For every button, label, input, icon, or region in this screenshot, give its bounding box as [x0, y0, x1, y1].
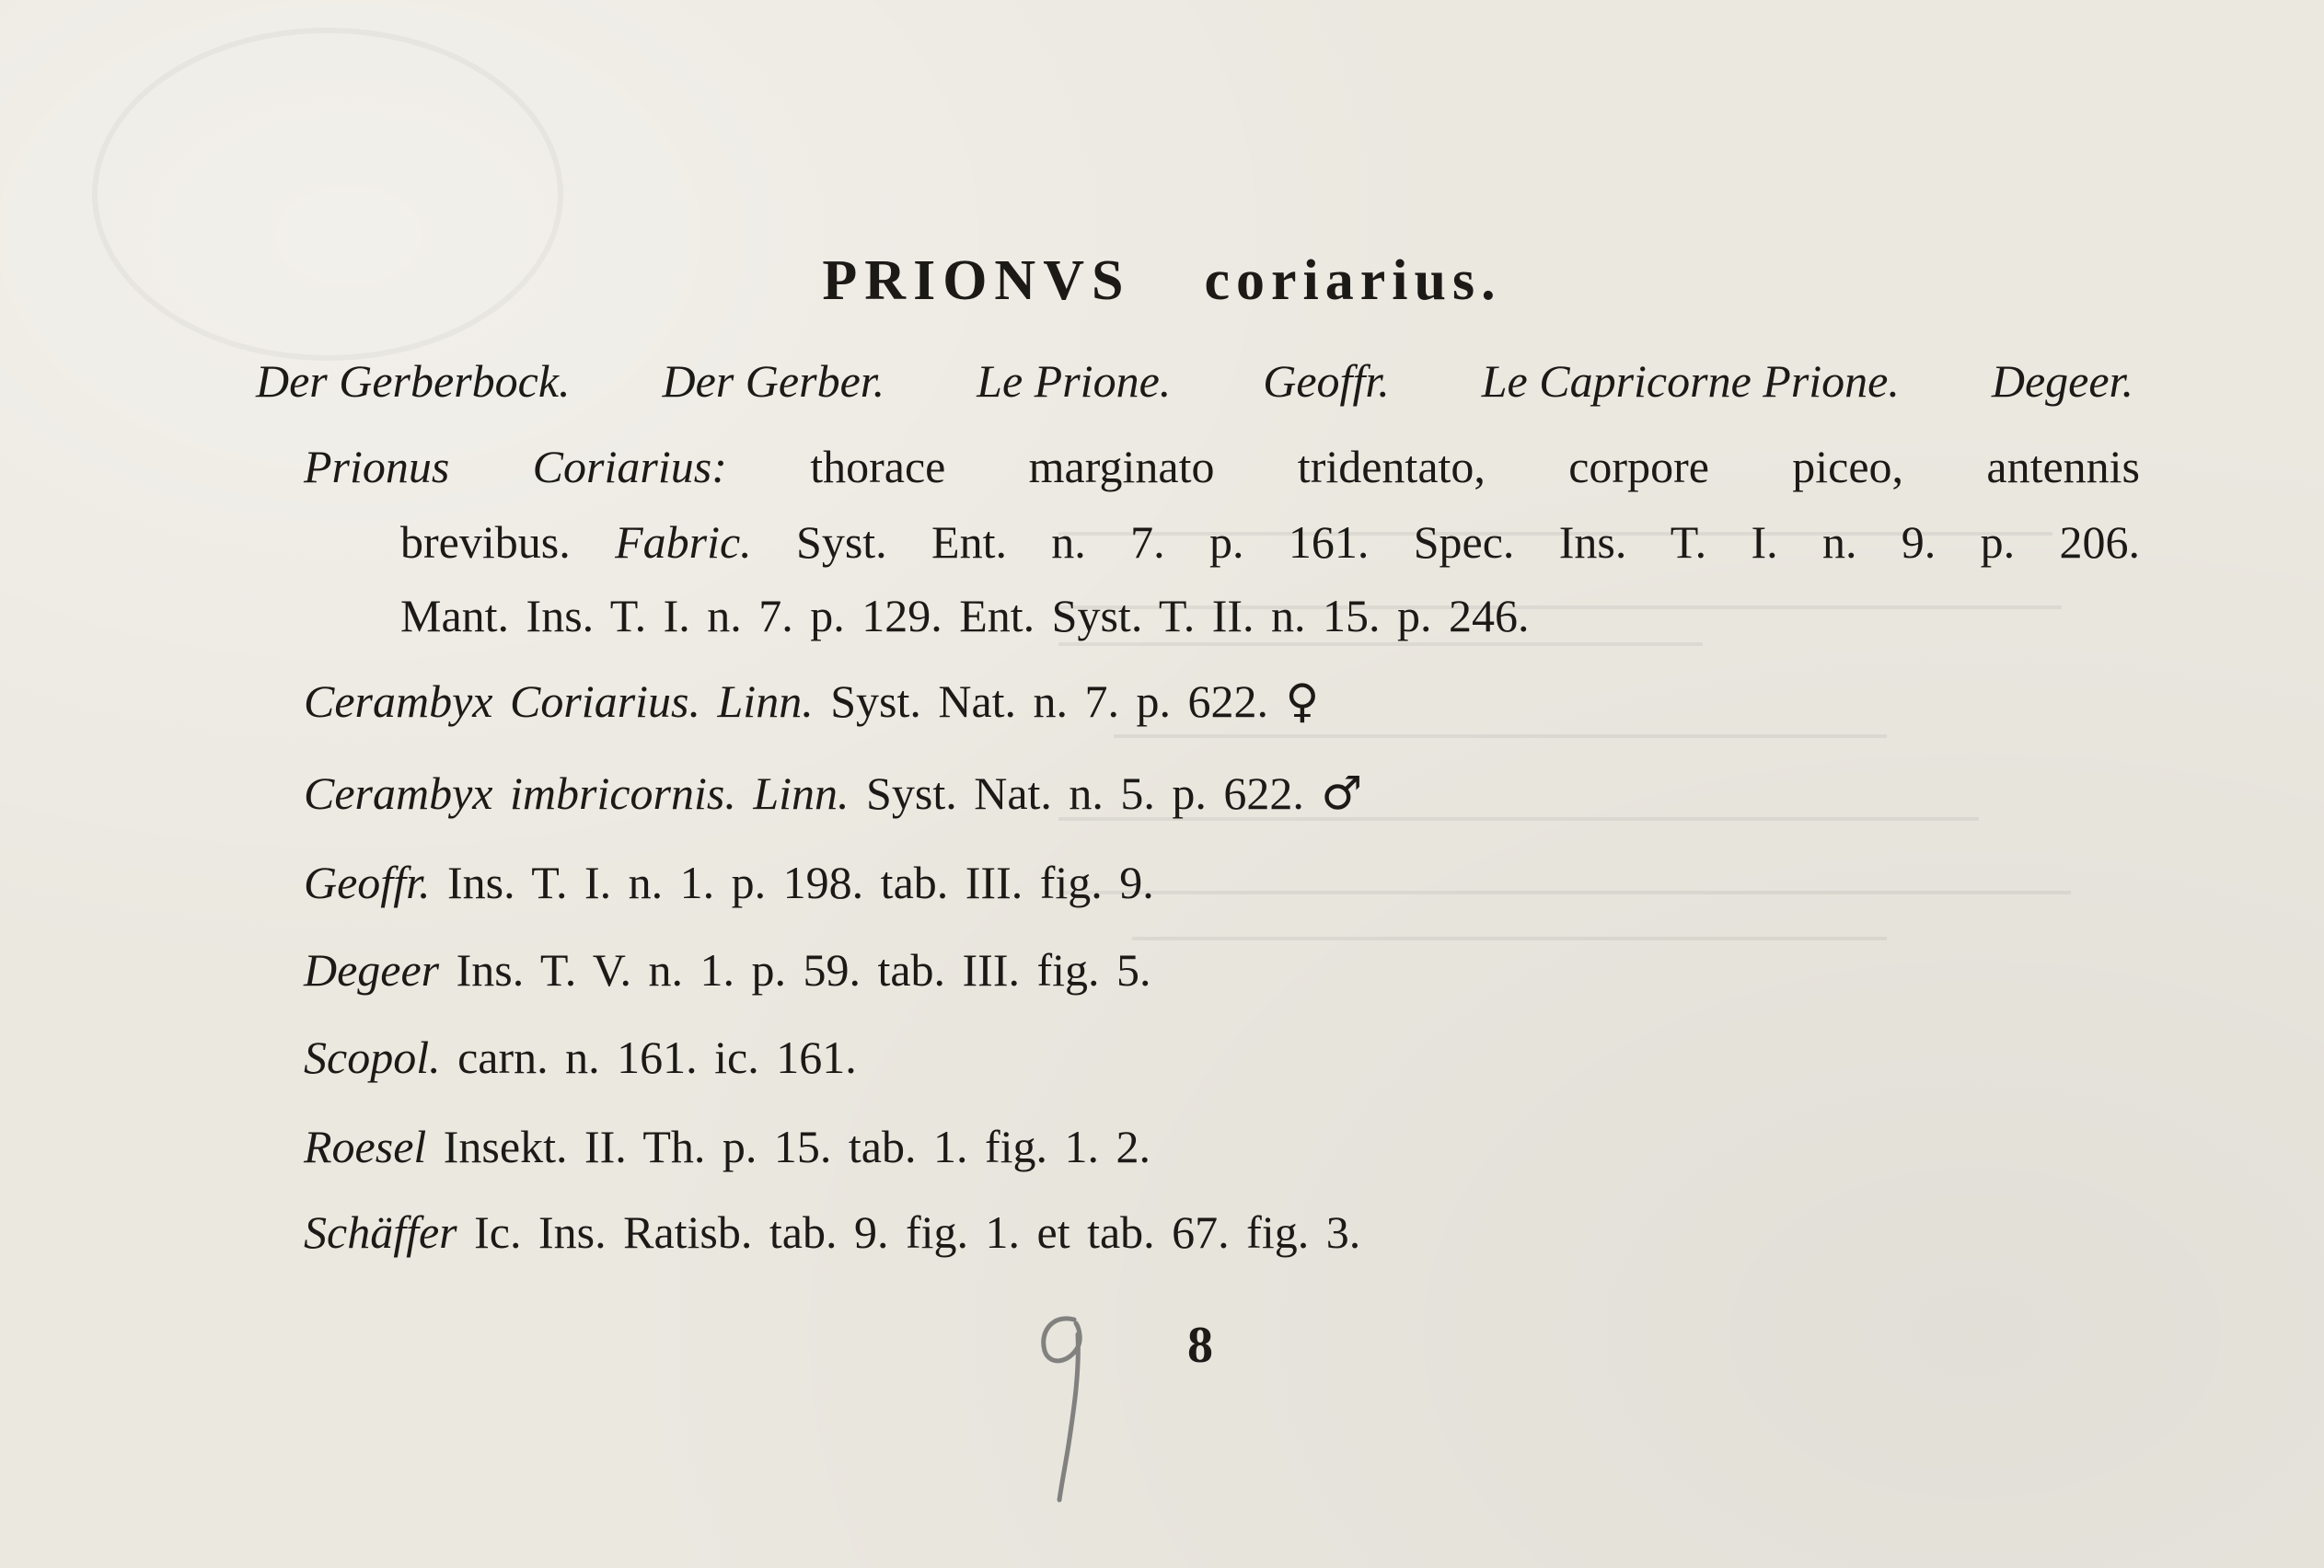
- entry-cerambyx-imbricornis-text: Syst. Nat. n. 5. p. 622.: [866, 767, 1304, 819]
- entry-scopol-author: Scopol.: [304, 1032, 441, 1083]
- species-name: coriarius.: [1204, 249, 1502, 312]
- entry-prionus: [304, 440, 2140, 493]
- entry-prionus-name: Prionus Coriarius:: [304, 441, 727, 492]
- entry-brevibus-word: brevibus.: [400, 516, 571, 568]
- common-name-5: Le Capricorne Prione.: [1481, 355, 1900, 407]
- genus-name: PRIONVS: [822, 249, 1131, 312]
- common-name-2: Der Gerber.: [662, 355, 885, 407]
- handwritten-pencil-numeral-icon: [1026, 1307, 1100, 1513]
- entry-cerambyx-coriarius-text: Syst. Nat. n. 7. p. 622.: [830, 675, 1269, 727]
- entry-brevibus-text: Syst. Ent. n. 7. p. 161. Spec. Ins. T. I. n. 9. p. 206.: [796, 516, 2141, 568]
- entry-degeer: [304, 943, 1151, 997]
- entry-geoffr: [304, 856, 1154, 909]
- common-names-line: [256, 354, 2133, 408]
- entry-geoffr-author: Geoffr.: [304, 857, 431, 908]
- entry-degeer-author: Degeer: [304, 944, 440, 996]
- entry-mant: [400, 589, 1530, 642]
- entry-prionus-text: thorace marginato tridentato, corpore piceo, antennis: [810, 441, 2141, 492]
- entry-brevibus-author: Fabric.: [615, 516, 752, 568]
- entry-schaeffer-author: Schäffer: [304, 1206, 457, 1258]
- entry-cerambyx-imbricornis: [304, 767, 1362, 820]
- entry-cerambyx-coriarius-author: Linn.: [717, 675, 814, 727]
- entry-scopol-text: carn. n. 161. ic. 161.: [457, 1032, 857, 1083]
- entry-schaeffer: [304, 1205, 1360, 1259]
- entry-cerambyx-coriarius: [304, 674, 1319, 728]
- entry-cerambyx-imbricornis-name: Cerambyx imbricornis.: [304, 767, 736, 819]
- entry-roesel: [304, 1120, 1150, 1173]
- common-name-6: Degeer.: [1991, 355, 2133, 407]
- entry-brevibus: [400, 515, 2140, 569]
- female-symbol-icon: ♀: [1285, 674, 1320, 728]
- common-name-1: Der Gerberbock.: [256, 355, 571, 407]
- species-title: [0, 248, 2324, 314]
- entry-schaeffer-text: Ic. Ins. Ratisb. tab. 9. fig. 1. et tab. 67. fig. 3.: [474, 1206, 1361, 1258]
- entry-degeer-text: Ins. T. V. n. 1. p. 59. tab. III. fig. 5.: [456, 944, 1151, 996]
- common-name-4: Geoffr.: [1263, 355, 1390, 407]
- entry-roesel-author: Roesel: [304, 1121, 427, 1172]
- entry-geoffr-text: Ins. T. I. n. 1. p. 198. tab. III. fig. 9.: [447, 857, 1154, 908]
- entry-roesel-text: Insekt. II. Th. p. 15. tab. 1. fig. 1. 2.: [443, 1121, 1151, 1172]
- common-name-3: Le Prione.: [977, 355, 1172, 407]
- entry-cerambyx-imbricornis-author: Linn.: [753, 767, 850, 819]
- male-symbol-icon: ♂: [1321, 767, 1363, 820]
- entry-mant-text: Mant. Ins. T. I. n. 7. p. 129. Ent. Syst. T. II. n. 15. p. 246.: [400, 590, 1530, 641]
- entry-cerambyx-coriarius-name: Cerambyx Coriarius.: [304, 675, 700, 727]
- entry-scopol: [304, 1031, 857, 1084]
- page-number: 8: [1187, 1317, 1213, 1374]
